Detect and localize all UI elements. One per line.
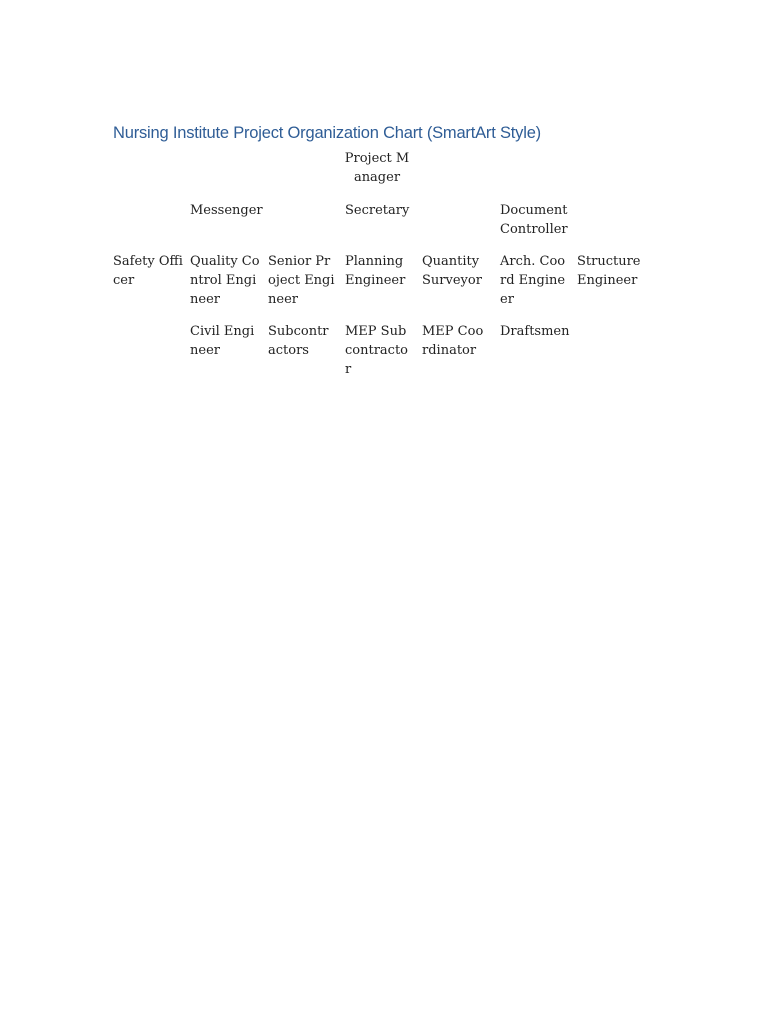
- page-title: Nursing Institute Project Organization Chart (SmartArt Style): [113, 124, 541, 142]
- arch-coord-engineer-box: Arch. Coord Engineer: [500, 254, 566, 307]
- mep-subcontractor-box: MEP Subcontractor: [345, 324, 409, 377]
- messenger-box: Messenger: [190, 203, 263, 218]
- draftsmen-box: Draftsmen: [500, 324, 570, 339]
- planning-engineer-box: Planning Engineer: [345, 254, 406, 288]
- civil-engineer-box: Civil Engineer: [190, 324, 255, 358]
- mep-coordinator-box: MEP Coordinator: [422, 324, 484, 358]
- structure-engineer-box: Structure Engineer: [577, 254, 641, 288]
- subcontractors-box: Subcontractors: [268, 324, 329, 358]
- document-controller-box: Document Controller: [500, 203, 568, 237]
- secretary-box: Secretary: [345, 203, 410, 218]
- safety-officer-box: Safety Officer: [113, 254, 183, 288]
- quality-control-engineer-box: Quality Control Engineer: [190, 254, 260, 307]
- quantity-surveyor-box: Quantity Surveyor: [422, 254, 482, 288]
- project-manager-box: Project Manager: [344, 151, 410, 185]
- senior-project-engineer-box: Senior Project Engineer: [268, 254, 335, 307]
